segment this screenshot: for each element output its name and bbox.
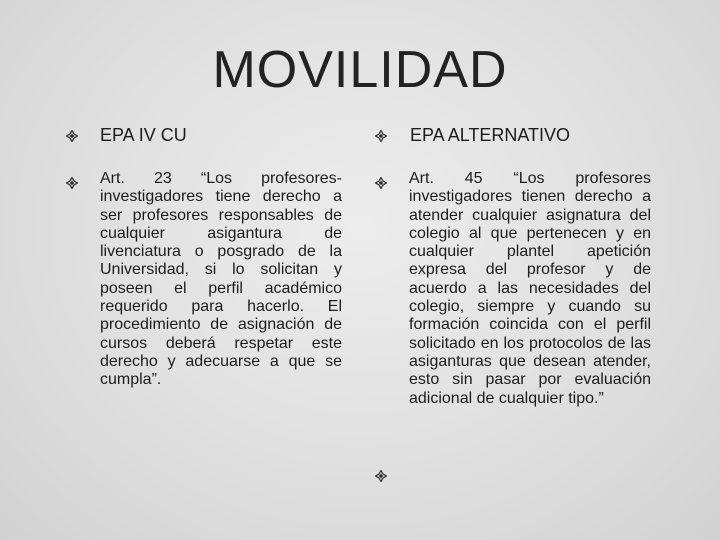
left-heading: EPA IV CU	[100, 125, 187, 145]
diamond-bullet-icon	[375, 470, 387, 482]
diamond-bullet-icon	[66, 177, 78, 189]
diamond-bullet-icon	[375, 130, 387, 142]
slide-title: MOVILIDAD	[212, 41, 508, 99]
right-article-text: Art. 45 “Los profesores investigadores tienen derecho a atender cualquier asignatura del colegio al que pertenecen y en cualquier plantel apetición expresa del profesor y de acuerdo a las necesidades del colegio, siempre y cuando su formación coincida con el perfil solicitado en los protocolos de las asiganturas que desean atender, esto sin pasar por evaluación adicional de cualquier tipo.”	[409, 170, 651, 407]
diamond-bullet-icon	[375, 177, 387, 189]
right-heading: EPA ALTERNATIVO	[410, 125, 571, 145]
left-article-text: Art. 23 “Los profesores-investigadores tiene derecho a ser profesores responsables de cualquier asigantura de livenciatura o posgrado de la Universidad, si lo solicitan y poseen el perfil académico requerido para hacerlo. El procedimiento de asignación de cursos deberá respetar este derecho y adecuarse a que se cumpla”.	[100, 170, 342, 389]
diamond-bullet-icon	[66, 130, 78, 142]
